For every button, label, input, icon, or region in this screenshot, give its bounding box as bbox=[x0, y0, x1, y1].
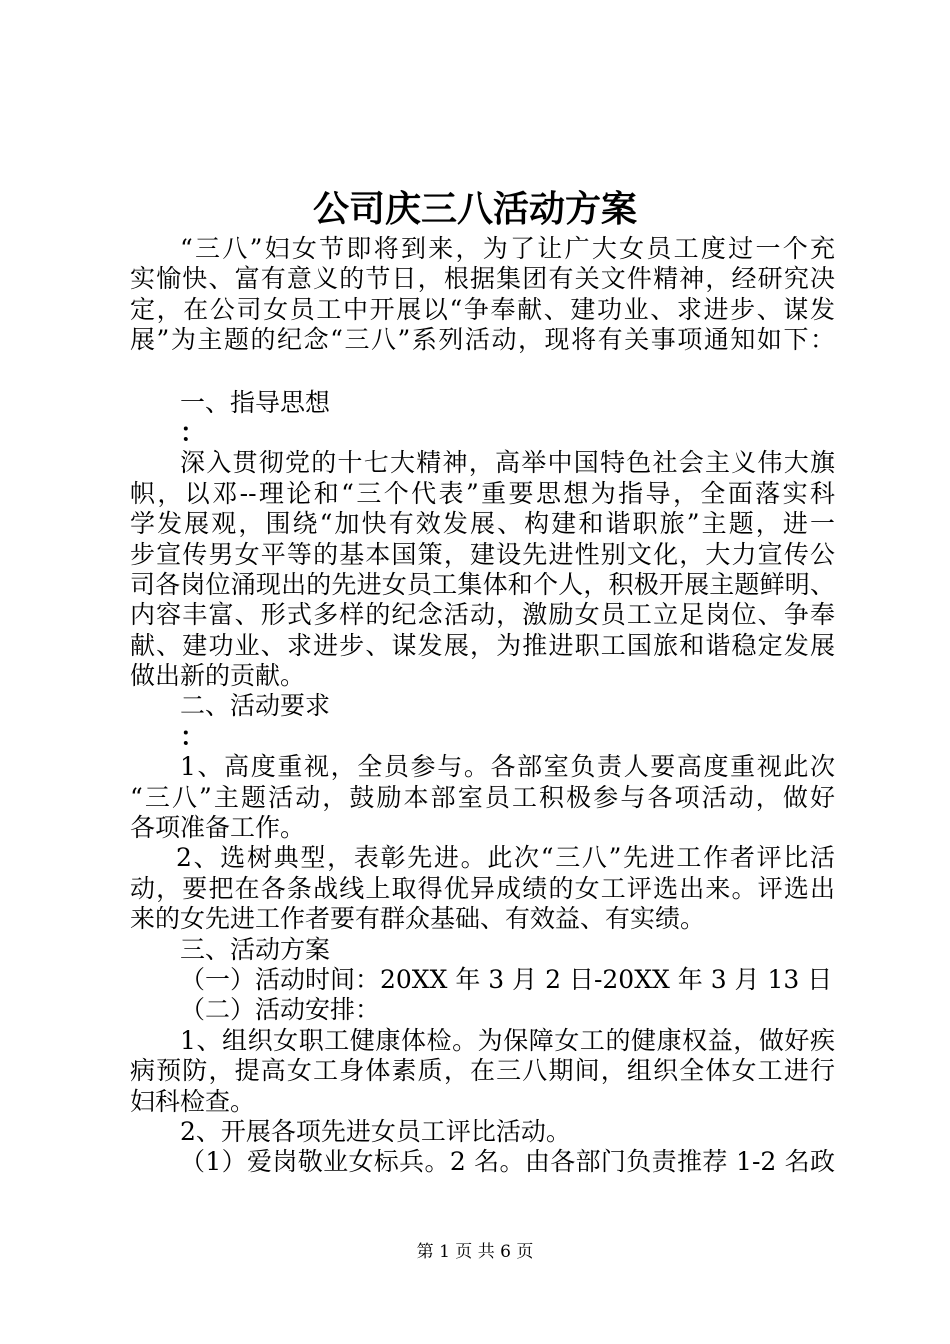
requirement-line-4: 2、选树典型，表彰先进。此次“三八”先进工作者评比活 bbox=[176, 843, 835, 873]
page-footer: 第 1 页 共 6 页 bbox=[416, 1242, 534, 1262]
guidance-line-7: 献、建功业、求进步、谋发展，为推进职工国旅和谐稳定发展 bbox=[130, 630, 835, 660]
requirement-line-2: “三八”主题活动，鼓励本部室员工积极参与各项活动，做好 bbox=[130, 782, 835, 812]
intro-line-3: 定，在公司女员工中开展以“争奉献、建功业、求进步、谋发 bbox=[130, 294, 835, 324]
guidance-line-1: 深入贯彻党的十七大精神，高举中国特色社会主义伟大旗 bbox=[180, 448, 835, 478]
guidance-line-6: 内容丰富、形式多样的纪念活动，激励女员工立足岗位、争奉 bbox=[130, 600, 835, 630]
guidance-line-5: 司各岗位涌现出的先进女员工集体和个人，积极开展主题鲜明、 bbox=[130, 569, 835, 599]
activity-arrangement: （二）活动安排： bbox=[180, 995, 381, 1025]
guidance-line-2: 帜，以邓--理论和“三个代表”重要思想为指导，全面落实科 bbox=[130, 478, 835, 508]
requirement-line-1: 1、高度重视，全员参与。各部室负责人要高度重视此次 bbox=[180, 752, 835, 782]
intro-line-1: “三八”妇女节即将到来，为了让广大女员工度过一个充 bbox=[180, 234, 835, 263]
guidance-line-4: 步宣传男女平等的基本国策，建设先进性别文化，大力宣传公 bbox=[130, 539, 835, 569]
intro-line-4: 展”为主题的纪念“三八”系列活动，现将有关事项通知如下： bbox=[130, 325, 835, 355]
document-title: 公司庆三八活动方案 bbox=[312, 189, 637, 230]
requirement-line-6: 来的女先进工作者要有群众基础、有效益、有实绩。 bbox=[130, 904, 706, 934]
intro-line-2: 实愉快、富有意义的节日，根据集团有关文件精神，经研究决 bbox=[130, 264, 835, 294]
requirement-line-3: 各项准备工作。 bbox=[130, 813, 306, 843]
arrangement-line-4: 2、开展各项先进女员工评比活动。 bbox=[180, 1116, 571, 1146]
section-colon-1: ： bbox=[180, 417, 206, 447]
guidance-line-8: 做出新的贡献。 bbox=[130, 661, 306, 691]
section-heading-2: 二、活动要求 bbox=[180, 691, 331, 721]
requirement-line-5: 动，要把在各条战线上取得优异成绩的女工评选出来。评选出 bbox=[130, 873, 835, 903]
arrangement-line-2: 病预防，提高女工身体素质，在三八期间，组织全体女工进行 bbox=[130, 1056, 835, 1086]
guidance-line-3: 学发展观，围绕“加快有效发展、构建和谐职旅”主题，进一 bbox=[130, 509, 835, 539]
document-body bbox=[130, 234, 835, 1178]
activity-time: （一）活动时间：20XX 年 3 月 2 日-20XX 年 3 月 13 日 bbox=[180, 964, 833, 994]
paragraph-gap bbox=[130, 356, 835, 388]
arrangement-line-3: 妇科检查。 bbox=[130, 1086, 256, 1116]
section-colon-2: ： bbox=[180, 721, 206, 751]
arrangement-line-1: 1、组织女职工健康体检。为保障女工的健康权益，做好疾 bbox=[180, 1025, 835, 1055]
section-heading-1: 一、指导思想 bbox=[180, 387, 331, 417]
section-heading-3: 三、活动方案 bbox=[180, 934, 331, 964]
arrangement-line-5: （1）爱岗敬业女标兵。2 名。由各部门负责推荐 1-2 名政 bbox=[180, 1147, 835, 1177]
